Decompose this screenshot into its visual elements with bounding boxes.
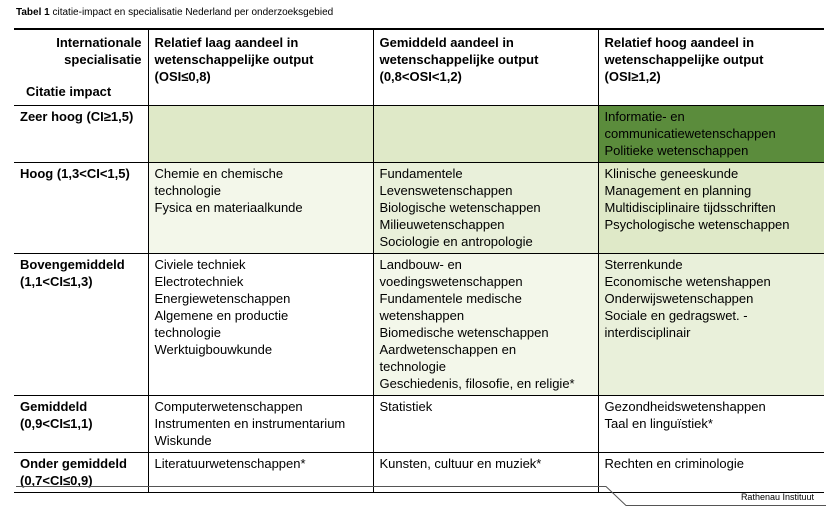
column-header-low — [148, 29, 373, 106]
cell-line: Algemene en productie — [154, 308, 289, 323]
cell-line: Werktuigbouwkunde — [154, 342, 273, 357]
cell-line: Biomedische wetenschappen — [379, 325, 549, 340]
corner-header-cell — [14, 29, 148, 106]
cell-line: Literatuurwetenschappen* — [154, 456, 306, 471]
cell-line: Landbouw- en — [379, 257, 462, 272]
table-cell — [373, 396, 598, 453]
specialisation-table — [14, 28, 824, 493]
table-cell — [148, 254, 373, 396]
table-caption — [16, 7, 333, 18]
table-cell — [373, 106, 598, 163]
cell-line: Management en planning — [604, 183, 752, 198]
column-header-line: (OSI≥1,2) — [604, 69, 661, 84]
corner-top-line: Internationale — [56, 35, 142, 50]
footer-publisher: Rathenau Instituut — [740, 492, 814, 502]
cell-line: Chemie en chemische — [154, 166, 284, 181]
footer-rule — [16, 486, 826, 506]
cell-line: Wiskunde — [154, 433, 212, 448]
cell-line: Sociologie en antropologie — [379, 234, 533, 249]
cell-line: Aardwetenschappen en — [379, 342, 517, 357]
column-header-line: Relatief hoog aandeel in — [604, 35, 755, 50]
table-header-row — [14, 29, 824, 106]
row-header-line: (0,9<CI≤1,1) — [20, 416, 93, 431]
column-header-line: Relatief laag aandeel in — [154, 35, 299, 50]
table-cell — [598, 163, 824, 254]
row-header-line: (1,1<CI≤1,3) — [20, 274, 93, 289]
cell-line: Levenswetenschappen — [379, 183, 513, 198]
table-row — [14, 163, 824, 254]
row-header-line: Hoog (1,3<CI<1,5) — [20, 166, 130, 181]
cell-line: Sterrenkunde — [604, 257, 683, 272]
cell-line: Taal en linguïstiek* — [604, 416, 713, 431]
cell-line: Milieuwetenschappen — [379, 217, 505, 232]
column-header-line: (0,8<OSI<1,2) — [379, 69, 462, 84]
table-cell — [598, 106, 824, 163]
table-cell — [148, 163, 373, 254]
column-header-line: wetenschappelijke output — [154, 52, 314, 67]
cell-line: communicatiewetenschappen — [604, 126, 776, 141]
row-header-line: Onder gemiddeld — [20, 456, 127, 471]
row-header-line: Gemiddeld — [20, 399, 88, 414]
cell-line: Gezondheidswetenshappen — [604, 399, 766, 414]
cell-line: Sociale en gedragswet. - — [604, 308, 748, 323]
cell-line: Klinische geneeskunde — [604, 166, 739, 181]
cell-line: Economische wetenshappen — [604, 274, 771, 289]
row-header-line: (0,7<CI≤0,9) — [20, 473, 93, 488]
cell-line: Statistiek — [379, 399, 433, 414]
table-cell — [148, 396, 373, 453]
column-header-line: (OSI≤0,8) — [154, 69, 211, 84]
table-row — [14, 396, 824, 453]
column-header-high — [598, 29, 824, 106]
table-cell — [598, 254, 824, 396]
cell-line: technologie — [154, 183, 221, 198]
table-cell — [148, 106, 373, 163]
cell-line: Energiewetenschappen — [154, 291, 291, 306]
cell-line: voedingswetenschappen — [379, 274, 523, 289]
corner-top-line: specialisatie — [64, 52, 142, 67]
column-header-line: Gemiddeld aandeel in — [379, 35, 514, 50]
cell-line: Computerwetenschappen — [154, 399, 303, 414]
cell-line: Biologische wetenschappen — [379, 200, 541, 215]
table-row — [14, 254, 824, 396]
cell-line: Politieke wetenschappen — [604, 143, 749, 158]
table-cell — [373, 254, 598, 396]
caption-text: citatie-impact en specialisatie Nederland per onderzoeksgebied — [49, 7, 334, 18]
cell-line: technologie — [154, 325, 221, 340]
table-cell — [598, 396, 824, 453]
cell-line: Kunsten, cultuur en muziek* — [379, 456, 542, 471]
row-header-line: Bovengemiddeld — [20, 257, 125, 272]
cell-line: Informatie- en — [604, 109, 685, 124]
row-header-cell — [14, 163, 148, 254]
cell-line: Instrumenten en instrumentarium — [154, 416, 346, 431]
cell-line: Onderwijswetenschappen — [604, 291, 754, 306]
cell-line: technologie — [379, 359, 446, 374]
row-header-cell — [14, 106, 148, 163]
cell-line: Multidisciplinaire tijdsschriften — [604, 200, 776, 215]
table-row — [14, 106, 824, 163]
cell-line: wetenshappen — [379, 308, 465, 323]
row-header-cell — [14, 396, 148, 453]
column-header-line: wetenschappelijke output — [604, 52, 764, 67]
caption-label: Tabel 1 — [16, 7, 50, 18]
row-header-line: Zeer hoog (CI≥1,5) — [20, 109, 134, 124]
corner-bottom-label: Citatie impact — [26, 84, 112, 99]
cell-line: Psychologische wetenschappen — [604, 217, 790, 232]
column-header-mid — [373, 29, 598, 106]
table-cell — [373, 163, 598, 254]
column-header-line: wetenschappelijke output — [379, 52, 539, 67]
row-header-cell — [14, 254, 148, 396]
cell-line: interdisciplinair — [604, 325, 691, 340]
cell-line: Fundamentele — [379, 166, 463, 181]
cell-line: Electrotechniek — [154, 274, 244, 289]
cell-line: Rechten en criminologie — [604, 456, 744, 471]
cell-line: Fundamentele medische — [379, 291, 522, 306]
cell-line: Fysica en materiaalkunde — [154, 200, 303, 215]
cell-line: Geschiedenis, filosofie, en religie* — [379, 376, 575, 391]
cell-line: Civiele techniek — [154, 257, 246, 272]
